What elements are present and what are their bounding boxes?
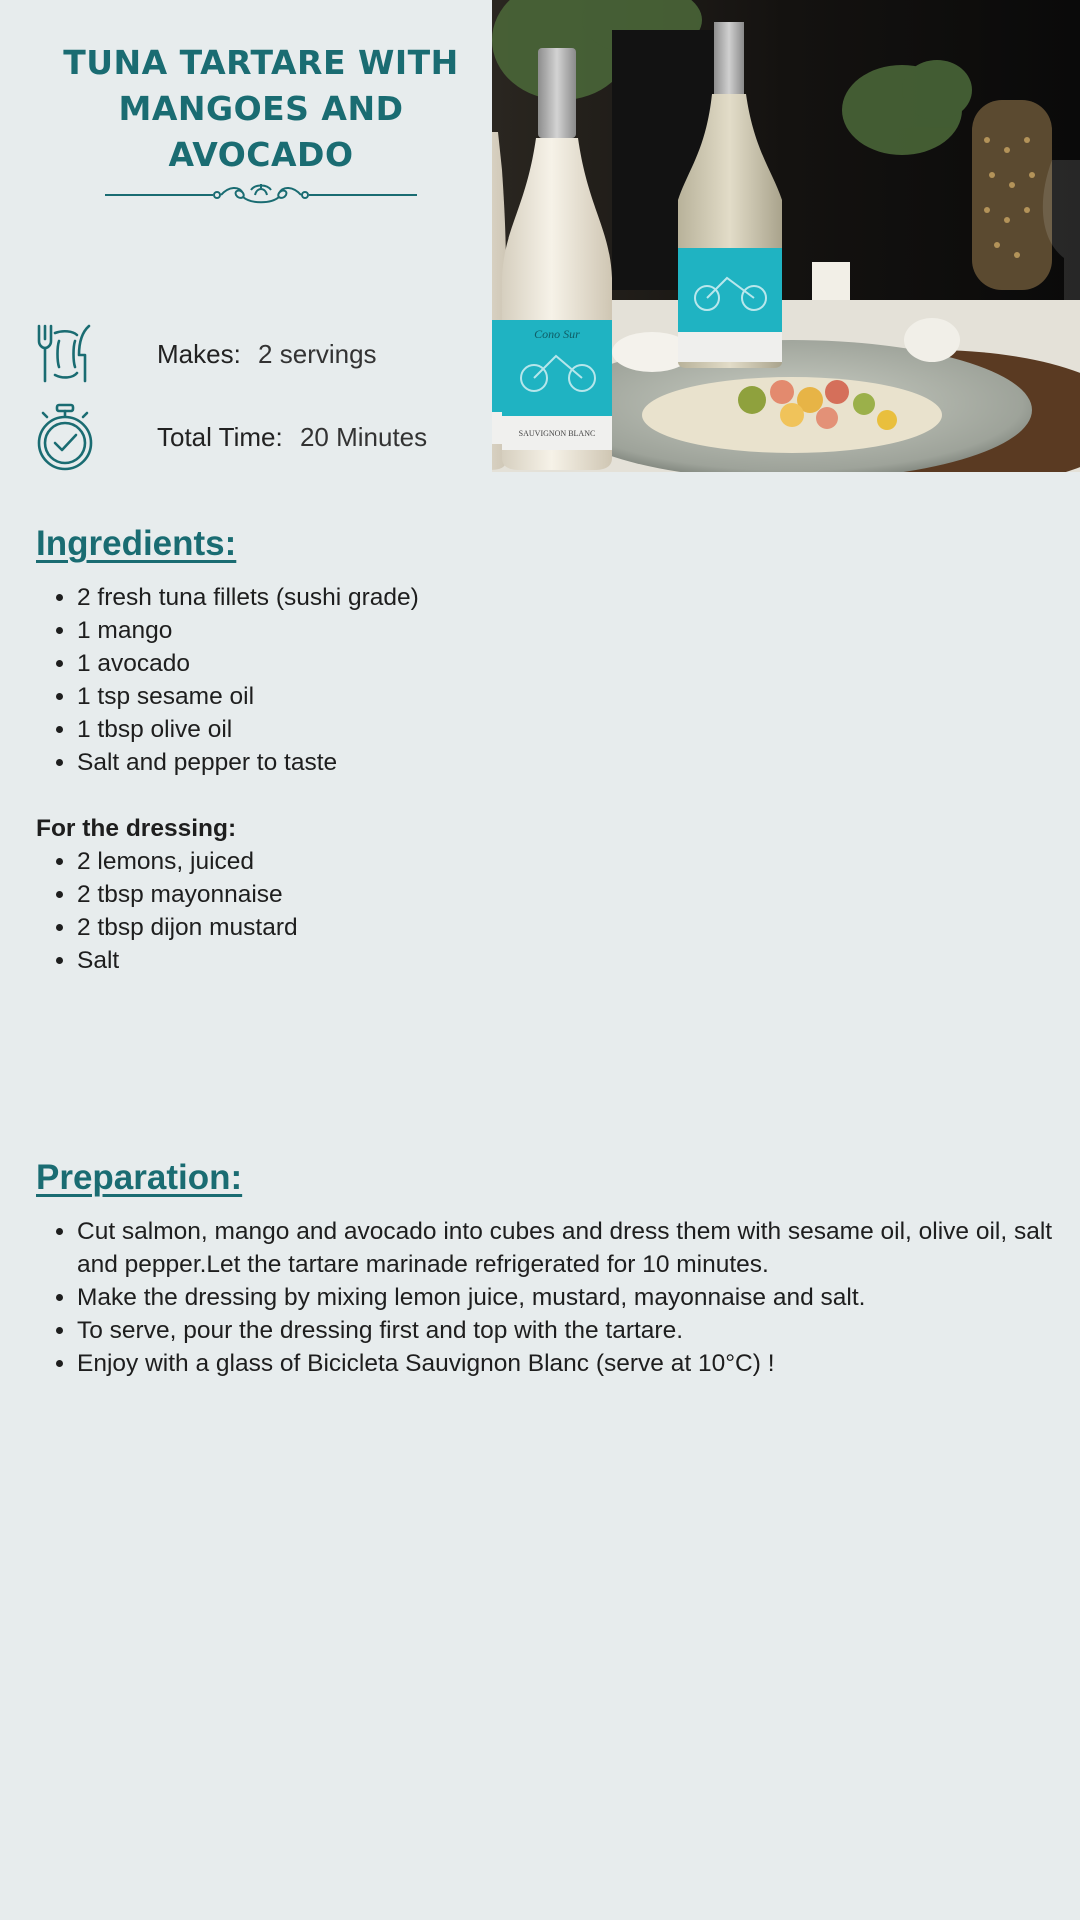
dressing-item: • Salt: [77, 944, 877, 977]
preparation-step: • Make the dressing by mixing lemon juice, mustard, mayonnaise and salt.: [77, 1281, 1077, 1314]
preparation-heading: Preparation:: [36, 1158, 243, 1197]
recipe-title: [36, 40, 486, 178]
svg-text:SAUVIGNON BLANC: SAUVIGNON BLANC: [518, 429, 596, 438]
dressing-item: • 2 tbsp mayonnaise: [77, 878, 877, 911]
servings-row: [34, 320, 377, 388]
total-time-label: Total Time:: [157, 421, 283, 452]
total-time-value: 20 Minutes: [299, 421, 428, 452]
preparation-step: • To serve, pour the dressing first and top with the tartare.: [77, 1314, 1077, 1347]
plate-fork-knife-icon: [34, 320, 96, 388]
dressing-heading: For the dressing:: [36, 815, 237, 842]
servings-value: 2 servings: [258, 338, 377, 369]
ingredient-item: • 1 mango: [77, 614, 877, 647]
ingredient-item: • 1 tsp sesame oil: [77, 680, 877, 713]
total-time-row: [34, 403, 427, 471]
servings-text: [157, 339, 377, 370]
ingredients-list: [36, 581, 877, 779]
title-block: [36, 40, 486, 206]
preparation-steps: [36, 1215, 1077, 1380]
ornament-divider-icon: [105, 184, 417, 206]
ingredients-heading: Ingredients:: [36, 524, 237, 563]
ingredient-item: • 1 tbsp olive oil: [77, 713, 877, 746]
preparation-step: • Enjoy with a glass of Bicicleta Sauvignon Blanc (serve at 10°C) !: [77, 1347, 1077, 1380]
servings-label: Makes:: [157, 338, 241, 369]
preparation-step: • Cut salmon, mango and avocado into cubes and dress them with sesame oil, olive oil, salt and pepper.Let the tartare marinade refrigerated for 10 minutes.: [77, 1215, 1077, 1281]
dressing-item: • 2 lemons, juiced: [77, 845, 877, 878]
total-time-text: [157, 422, 427, 453]
recipe-title-line: TUNA TARTARE WITH: [63, 43, 459, 82]
recipe-title-line: MANGOES AND: [118, 89, 404, 128]
svg-text:Cono Sur: Cono Sur: [534, 327, 580, 341]
dressing-item: • 2 tbsp dijon mustard: [77, 911, 877, 944]
recipe-title-line: AVOCADO: [168, 135, 354, 174]
stopwatch-icon: [34, 403, 96, 471]
wine-bottle-image: [498, 38, 616, 472]
ingredient-item: • 1 avocado: [77, 647, 877, 680]
ingredient-item: • 2 fresh tuna fillets (sushi grade): [77, 581, 877, 614]
dressing-list: [36, 845, 877, 977]
ingredient-item: • Salt and pepper to taste: [77, 746, 877, 779]
